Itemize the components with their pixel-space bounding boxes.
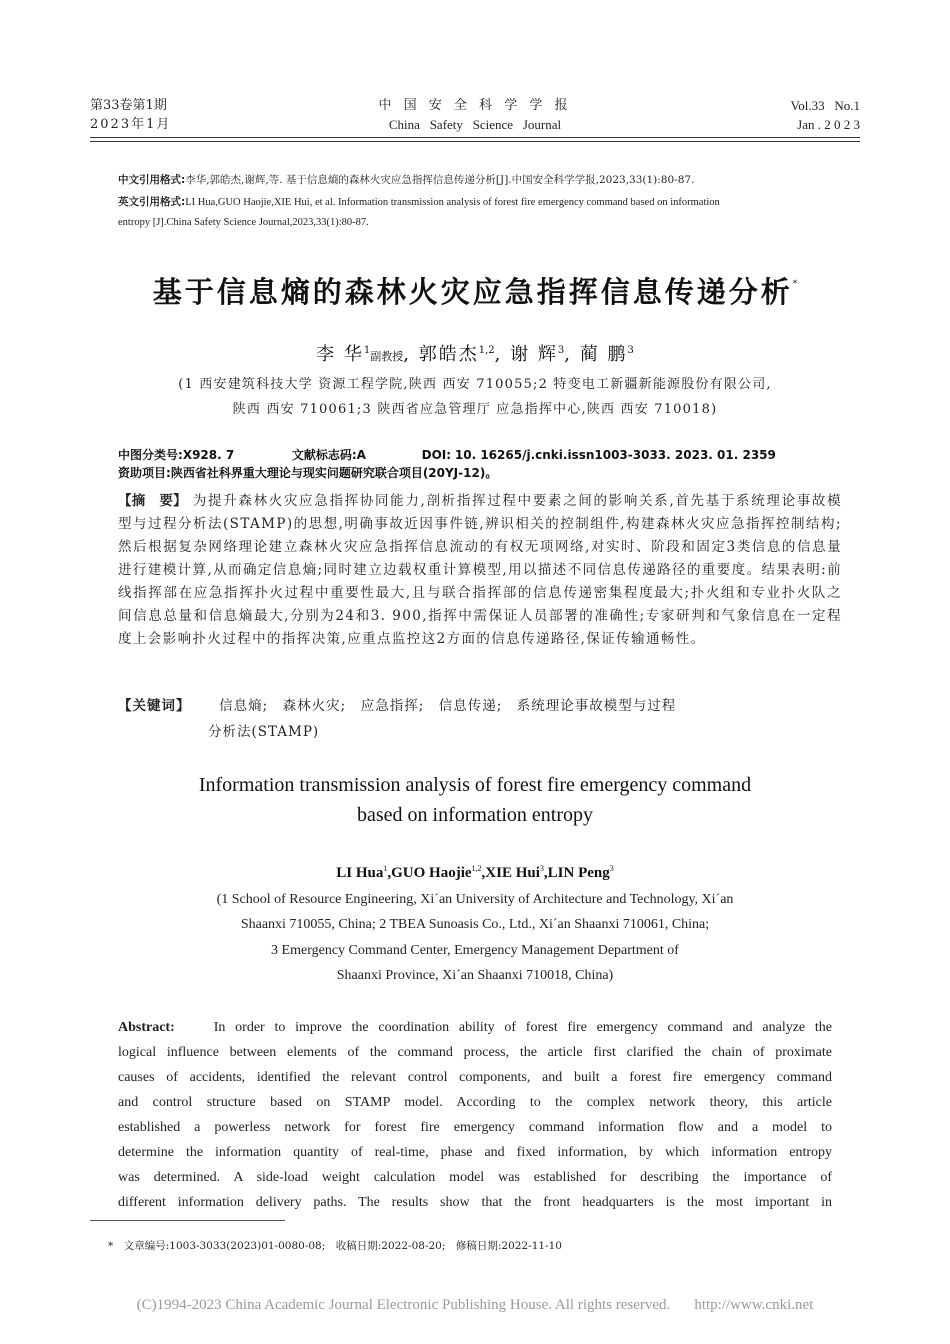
- footnote-rule: [90, 1220, 285, 1221]
- author-li-hua: 李 华: [316, 344, 364, 365]
- fund-value: 陕西省社科界重大理论与现实问题研究联合项目(20YJ-12)。: [170, 466, 498, 480]
- keywords-line1: 信息熵; 森林火灾; 应急指挥; 信息传递; 系统理论事故模型与过程: [219, 698, 677, 714]
- author-sep: ,: [387, 865, 392, 881]
- title-footnote-mark: *: [792, 279, 798, 289]
- abstract-en-line: and control structure based on STAMP model. According to the complex network theory, this article: [118, 1095, 832, 1110]
- fund-label: 资助项目:: [118, 466, 171, 480]
- author-sep: ,: [564, 344, 572, 365]
- author-sep: ,: [494, 344, 503, 365]
- metadata: [118, 446, 848, 482]
- english-title-line2: based on information entropy: [356, 804, 594, 826]
- abstract-en-line: causes of accidents, identified the relevant control components, and built a forest fire emergency command: [118, 1070, 832, 1085]
- footnote: * 文章编号:1003-3033(2023)01-0080-08; 收稿日期:2022-08-20; 修稿日期:2022-11-10: [108, 1240, 562, 1252]
- author-sup: 1: [363, 345, 371, 356]
- author-sep: ,: [403, 344, 412, 365]
- title-cn-text: 基于信息熵的森林火灾应急指挥信息传递分析: [152, 275, 793, 309]
- metadata-row: [118, 446, 848, 464]
- author-en-lin-peng: LIN Peng: [547, 865, 610, 881]
- author-sup: 3: [627, 345, 634, 356]
- clc-value: X928. 7: [182, 448, 235, 462]
- author-en-li-hua: LI Hua: [336, 865, 384, 881]
- copyright-text: (C)1994-2023 China Academic Journal Electronic Publishing House. All rights reserved.: [136, 1297, 671, 1313]
- abstract-cn-label: 【摘 要】: [118, 493, 187, 509]
- abstract-cn-text: 为提升森林火灾应急指挥协同能力,剖析指挥过程中要素之间的影响关系,首先基于系统理论事故模型与过程分析法(STAMP)的思想,明确事故近因事件链,辨识相关的控制组件,构建森林火灾应急指挥控制结构;然后根据复杂网络理论建立森林火灾应急指挥信息流动的有权无项网络,对实时、阶段和固定3类信息的信息量进行建模计算,从而确定信息熵;同时建立边载权重计算模型,用以描述不同信息传递路径的重要度。结果表明:前线指挥部在应急指挥扑火过程中重要性最大,且与联合指挥部的信息传递密集程度最大;扑火组和专业扑火队之间信息总量和信息熵最大,分别为24和3. 900,指挥中需保证人员部署的准确性;专家研判和气象信息在一定程度上会影响扑火过程中的指挥决策,应重点监控这2方面的信息传递路径,保证传输通畅性。: [118, 493, 842, 647]
- keywords-label: 【关键词】: [118, 698, 191, 714]
- abstract-en: [118, 1015, 832, 1215]
- issue-info-en: [791, 96, 860, 134]
- header-rule: [90, 137, 860, 138]
- citation-en-text-1: LI Hua,GUO Haojie,XIE Hui, et al. Information transmission analysis of forest fire emergency command based on information: [185, 197, 720, 208]
- authors-cn: [0, 340, 950, 366]
- author-sup: 1: [383, 864, 388, 873]
- abstract-en-label: Abstract:: [118, 1020, 175, 1035]
- author-sup: 3: [557, 345, 565, 356]
- copyright-line: [0, 1297, 950, 1314]
- abstract-en-text-1: In order to improve the coordination ability of forest fire emergency command and analyze the: [213, 1020, 832, 1035]
- clc-label: 中图分类号:: [118, 448, 183, 462]
- keywords-line2: 分析法(STAMP): [208, 724, 320, 740]
- author-sup: 3: [609, 864, 614, 873]
- abstract-cn: [118, 490, 842, 651]
- abstract-en-line: [118, 1015, 832, 1040]
- affiliation-en-line1: (1 School of Resource Engineering, Xi´an University of Architecture and Technology, Xi´an: [216, 892, 734, 907]
- affiliation-cn-line2: 陕西 西安 710061;3 陕西省应急管理厅 应急指挥中心,陕西 西安 710018): [232, 402, 718, 417]
- citation-block: [118, 172, 848, 231]
- abstract-en-line: different information delivery paths. The results show that the front headquarters is the most important in: [118, 1195, 832, 1210]
- author-en-xie-hui: XIE Hui: [485, 865, 540, 881]
- affiliation-en-line4: Shaanxi Province, Xi´an Shaanxi 710018, China): [336, 968, 614, 983]
- abstract-en-line: determine the information quantity of real-time, phase and fixed information, by which information entropy: [118, 1145, 832, 1160]
- doc-code-label: 文献标志码:: [291, 448, 357, 462]
- author-lin-peng: 蔺 鹏: [579, 344, 628, 365]
- author-en-guo-haojie: GUO Haojie: [391, 865, 472, 881]
- author-sup: 1,2: [478, 345, 495, 356]
- authors-en: [0, 864, 950, 882]
- citation-cn-label: 中文引用格式:: [118, 174, 186, 186]
- author-sep: ,: [543, 865, 548, 881]
- abstract-en-line: logical influence between elements of the command process, the article first clarified the chain of proximate: [118, 1045, 832, 1060]
- author-title: 副教授: [370, 350, 404, 363]
- affiliation-en-line2: Shaanxi 710055, China; 2 TBEA Sunoasis Co., Ltd., Xi´an Shaanxi 710061, China;: [240, 917, 710, 932]
- english-title-line1: Information transmission analysis of forest fire emergency command: [198, 774, 752, 796]
- doi-value: 10. 16265/j.cnki.issn1003-3033. 2023. 01. 2359: [454, 448, 776, 462]
- affiliation-cn-line1: (1 西安建筑科技大学 资源工程学院,陕西 西安 710055;2 特变电工新疆新能源股份有限公司,: [178, 377, 772, 392]
- issue-date: 2023年1月: [90, 117, 172, 132]
- journal-name-cn: 中 国 安 全 科 学 学 报: [378, 98, 572, 113]
- author-sep: ,: [481, 865, 486, 881]
- affiliation-en-line3: 3 Emergency Command Center, Emergency Management Department of: [271, 943, 679, 958]
- author-sup: 3: [539, 864, 544, 873]
- issue-volume-en: Vol.33 No.1: [790, 98, 860, 113]
- doc-code-value: A: [356, 448, 366, 462]
- citation-en-cont: entropy [J].China Safety Science Journal,2023,33(1):80-87.: [118, 217, 369, 228]
- issue-date-en: Jan . 2 0 2 3: [797, 117, 860, 132]
- citation-en-label: 英文引用格式:: [118, 196, 186, 208]
- abstract-en-line: established a powerless network for forest fire emergency command information flow and a model to: [118, 1120, 832, 1135]
- abstract-en-line: was determined. A side-load weight calculation model was established for describing the importance of: [118, 1170, 832, 1185]
- page-title: [0, 270, 950, 311]
- author-guo-haojie: 郭皓杰: [418, 344, 479, 365]
- journal-name-en: China Safety Science Journal: [388, 117, 562, 132]
- citation-en: [118, 194, 848, 211]
- citation-cn-text: 李华,郭皓杰,谢辉,等. 基于信息熵的森林火灾应急指挥信息传递分析[J].中国安全科学学报,2023,33(1):80-87.: [185, 174, 695, 186]
- author-sup: 1,2: [471, 864, 482, 873]
- issue-volume: 第33卷第1期: [90, 98, 167, 113]
- author-xie-hui: 谢 辉: [510, 344, 558, 365]
- keywords-cn: [118, 694, 676, 714]
- cnki-link[interactable]: http://www.cnki.net: [694, 1297, 814, 1313]
- doi-label: DOI:: [421, 448, 452, 462]
- fund-row: [118, 464, 848, 482]
- citation-cn: [118, 172, 848, 189]
- header-rule-thin: [90, 141, 860, 142]
